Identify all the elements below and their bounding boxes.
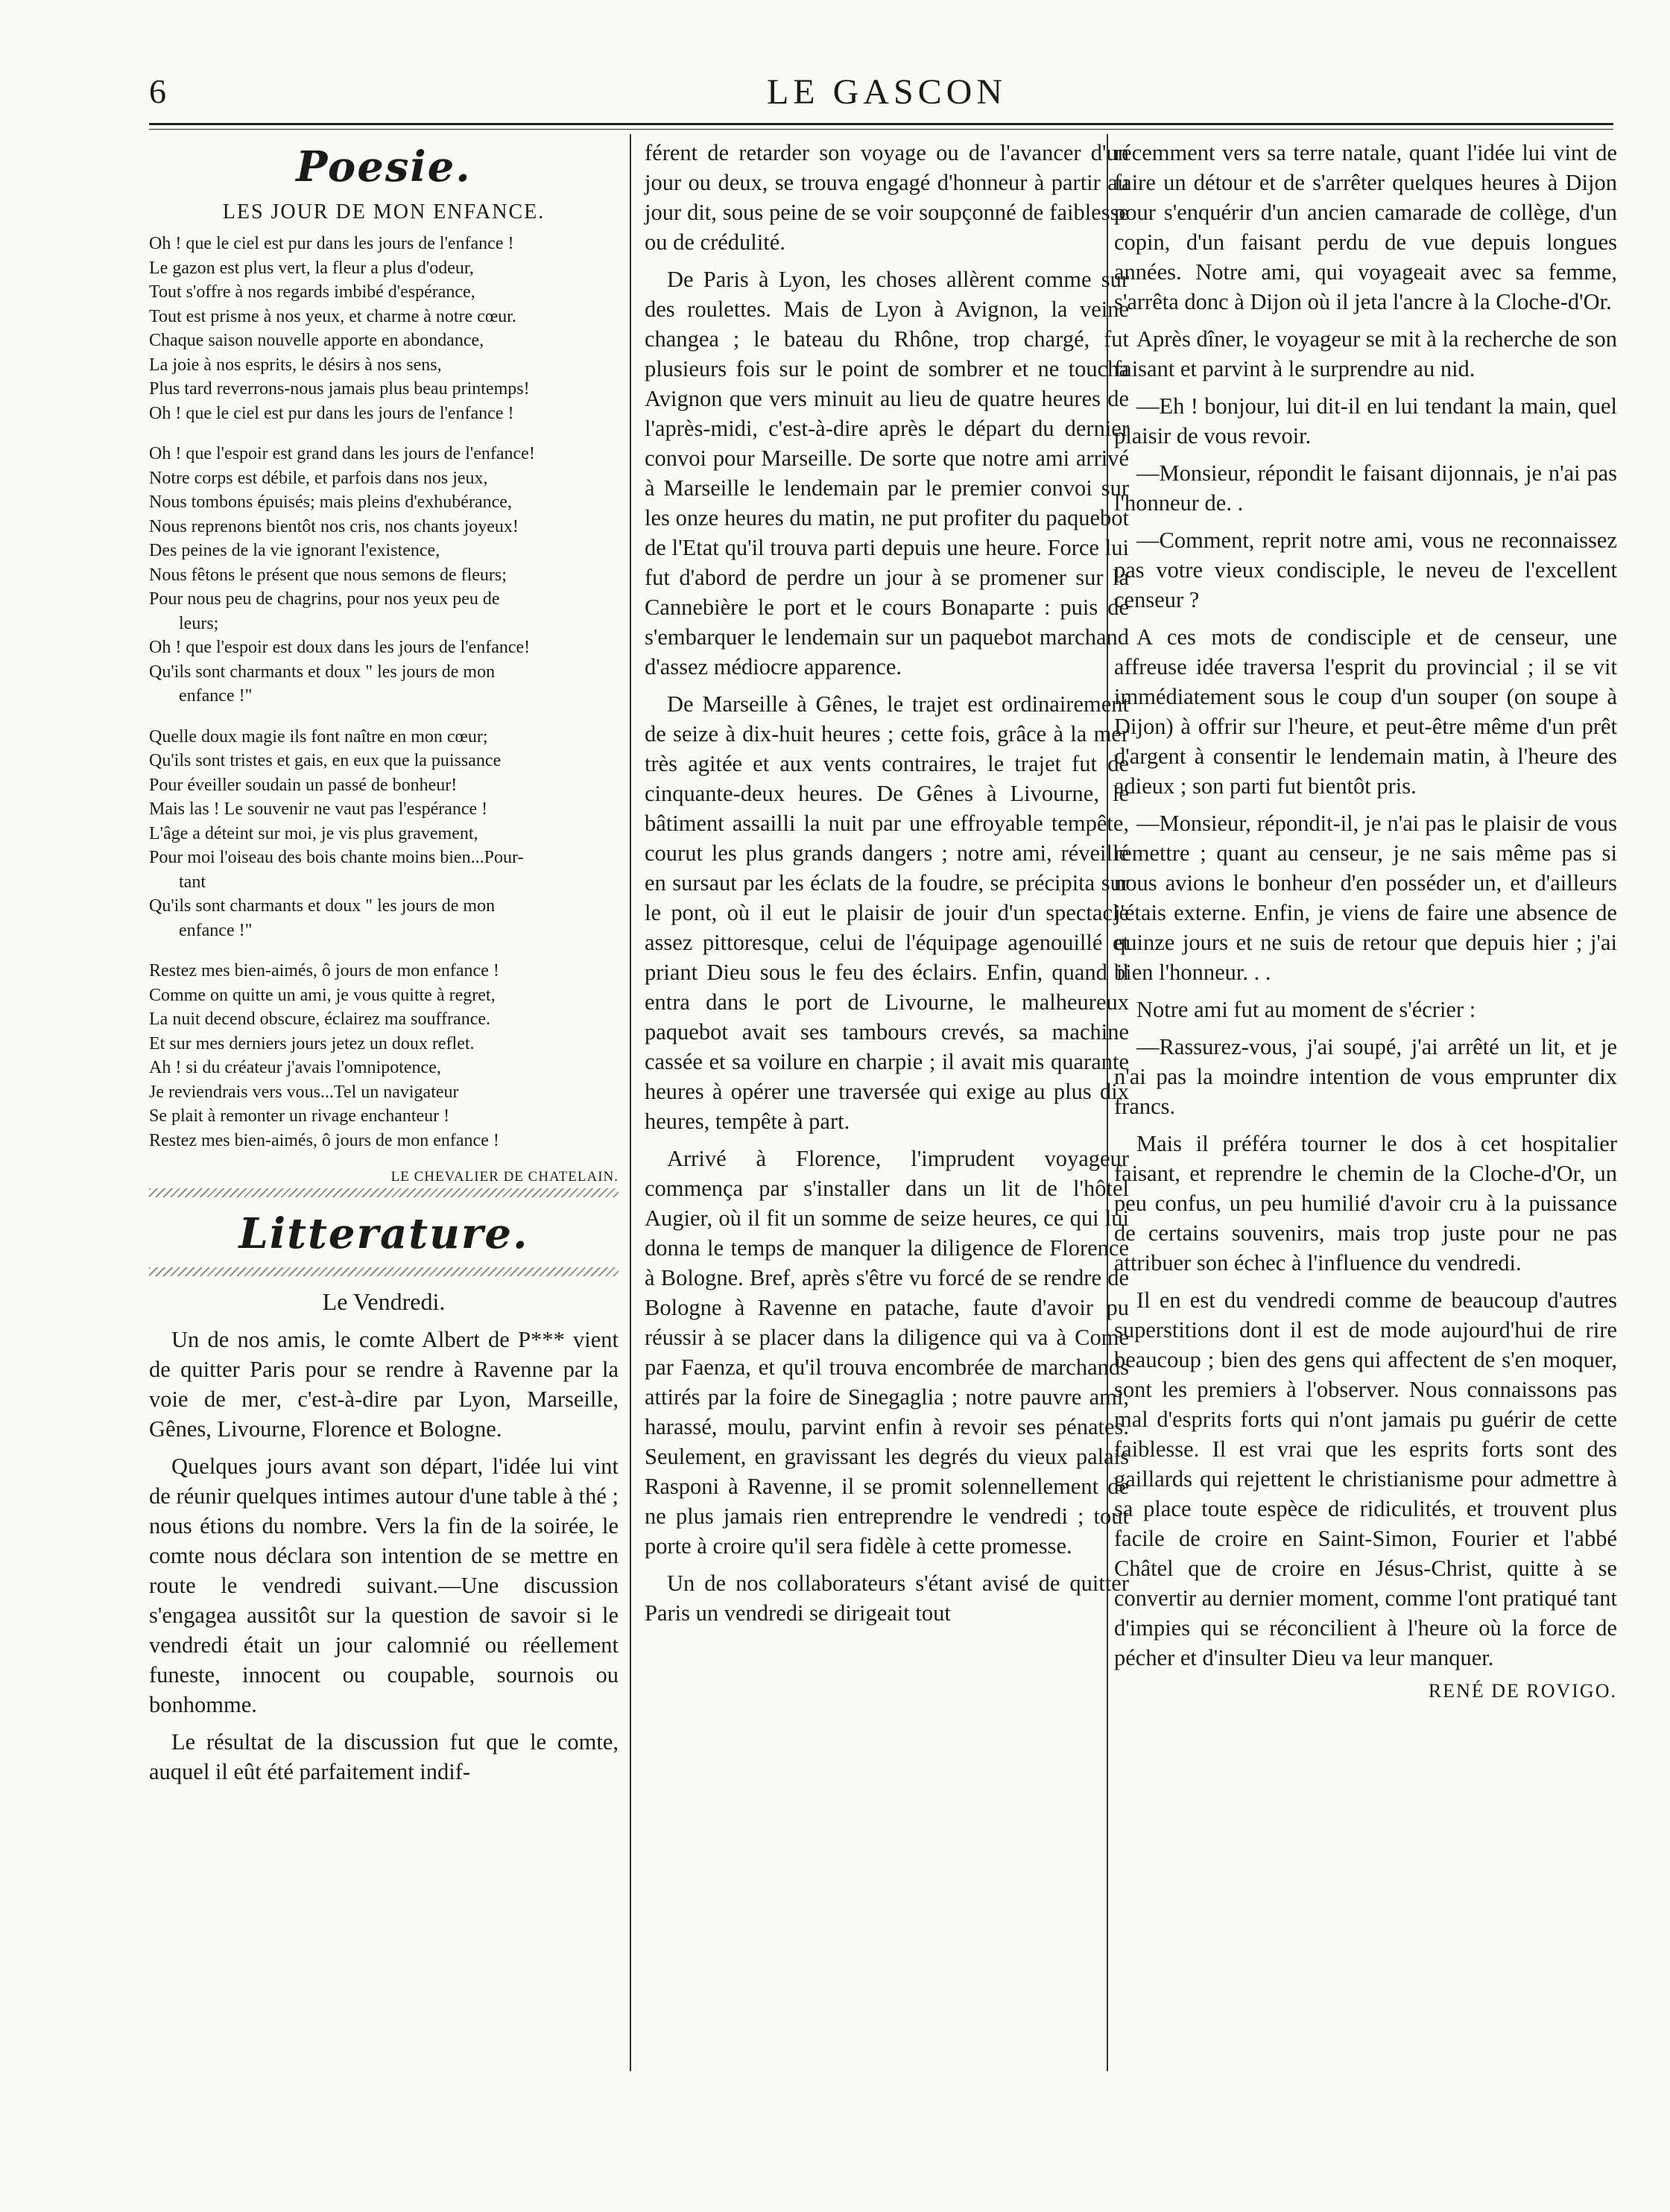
article-text-col1 — [149, 1325, 619, 1787]
poem-line: Chaque saison nouvelle apporte en abondance, — [149, 331, 484, 350]
poem-line: Oh ! que le ciel est pur dans les jours de l'enfance ! — [149, 234, 514, 253]
poem-line: Mais las ! Le souvenir ne vaut pas l'espérance ! — [149, 799, 488, 819]
article-paragraph: Un de nos amis, le comte Albert de P*** vient de quitter Paris pour se rendre à Ravenne par la voie de mer, c'est-à-dire par Lyon, Marseille, Gênes, Livourne, Florence et Bologne. — [149, 1327, 619, 1442]
poem-line: enfance !" — [179, 920, 253, 940]
header-rule-thin — [149, 129, 1613, 130]
article-paragraph: —Monsieur, répondit le faisant dijonnais, je n'ai pas l'honneur de. . — [1114, 460, 1617, 516]
article-paragraph: A ces mots de condisciple et de censeur, une affreuse idée traversa l'esprit du provincial ; il se vit immédiatement sous le coup d'un souper (on soupe à Dijon) à offrir sur l'heure, et peut-être même d'un prêt d'argent à consentir le lendemain matin, à l'heure des adieux ; son parti fut bientôt pris. — [1114, 624, 1617, 799]
poem-line: Restez mes bien-aimés, ô jours de mon enfance ! — [149, 1130, 499, 1150]
article-paragraph: —Rassurez-vous, j'ai soupé, j'ai arrêté un lit, et je n'ai pas la moindre intention de vous emprunter dix francs. — [1114, 1034, 1617, 1119]
poem-line: L'âge a déteint sur moi, je vis plus gravement, — [149, 823, 478, 843]
literature-section-title: Litterature. — [238, 1209, 529, 1258]
poem — [149, 232, 619, 1153]
poem-line: Tout s'offre à nos regards imbibé d'espérance, — [149, 282, 475, 302]
section-divider — [149, 1267, 619, 1276]
poem-line: Oh ! que le ciel est pur dans les jours de l'enfance ! — [149, 403, 514, 423]
article-paragraph: Mais il préféra tourner le dos à cet hospitalier faisant, et reprendre le chemin de la Cloche-d'Or, un peu confus, un peu humilié d'avoir cru à la puissance de certains souvenirs, mais trop juste pour ne pas attribuer son échec à l'influence du vendredi. — [1114, 1131, 1617, 1275]
poem-line: Et sur mes derniers jours jetez un doux reflet. — [149, 1033, 475, 1053]
article-paragraph: Notre ami fut au moment de s'écrier : — [1136, 997, 1476, 1022]
poetry-section-title: Poesie. — [296, 142, 472, 191]
article-paragraph: Il en est du vendredi comme de beaucoup d'autres superstitions dont il est de mode aujourd'hui de rire beaucoup ; bien des gens qui affectent de s'en moquer, sont les premiers à l'observer. Nous connaissons pas mal d'esprits forts qui n'ont jamais pu guérir de cette faiblesse. Il est vrai que les esprits forts sont des gaillards qui rejettent le christianisme pour admettre à sa place toute espèce de ridiculités, et trouvent plus facile de croire en Saint-Simon, Fourier et l'abbé Châtel que de croire en Jésus-Christ, quitte à se convertir au dernier moment, comme l'ont pratiqué tant d'impies qui se réconcilient à l'heure où la force de pécher et d'insulter Dieu va leur manquer. — [1114, 1287, 1617, 1670]
article-text-col2 — [645, 138, 1129, 1628]
column-divider — [630, 134, 631, 2071]
poem-line: Quelle doux magie ils font naître en mon cœur; — [149, 726, 488, 747]
article-paragraph: Un de nos collaborateurs s'étant avisé de quitter Paris un vendredi se dirigeait tout — [645, 1571, 1129, 1626]
article-paragraph: De Marseille à Gênes, le trajet est ordinairement de seize à dix-huit heures ; cette fois, grâce à la mer très agitée et aux vents contraires, le trajet fut de cinquante-deux heures. De Gênes à Livourne, le bâtiment assailli la nuit par une effroyable tempête, courut les plus grands dangers ; notre ami, réveillé en sursaut par les éclats de la foudre, se précipita sur le pont, où il eut le plaisir de jouir d'un spectacle assez pittoresque, celui de l'équipage agenouillé et priant Dieu sous le feu des éclairs. Enfin, quand il entra dans le port de Livourne, le malheureux paquebot avait ses tambours crevés, sa machine cassée et sa voilure en charpie ; il avait mis quarante heures à opérer une traversée qui exige au plus dix heures, tempête à part. — [645, 691, 1129, 1134]
poem-stanza — [149, 232, 619, 425]
article-author: RENÉ DE ROVIGO. — [1428, 1680, 1617, 1702]
poem-line: Ah ! si du créateur j'avais l'omnipotence, — [149, 1058, 441, 1077]
article-paragraph: Quelques jours avant son départ, l'idée lui vint de réunir quelques intimes autour d'une table à thé ; nous étions du nombre. Vers la fin de la soirée, le comte nous déclara son intention de se mettre en route le vendredi suivant.—Une discussion s'engagea aussitôt sur la question de savoir si le vendredi était un jour calomnié ou réellement funeste, innocent ou coupable, sournois ou bonhomme. — [149, 1454, 619, 1717]
poem-line: Qu'ils sont charmants et doux " les jours de mon — [149, 662, 496, 682]
poem-line: Nous tombons épuisés; mais pleins d'exhubérance, — [149, 492, 512, 512]
poem-line: Le gazon est plus vert, la fleur a plus d'odeur, — [149, 258, 474, 278]
section-divider — [149, 1188, 619, 1197]
poem-line: Nous fêtons le présent que nous semons de fleurs; — [149, 565, 507, 585]
poem-line: Plus tard reverrons-nous jamais plus beau printemps! — [149, 379, 530, 399]
article-paragraph: Le résultat de la discussion fut que le comte, auquel il eût été parfaitement indif- — [149, 1729, 619, 1784]
article-paragraph: —Comment, reprit notre ami, vous ne reconnaissez pas votre vieux condisciple, le neveu de l'excellent censeur ? — [1114, 527, 1617, 612]
page-number: 6 — [149, 72, 166, 110]
poem-line: La joie à nos esprits, le désirs à nos sens, — [149, 355, 442, 375]
poem-signature: LE CHEVALIER DE CHATELAIN. — [390, 1169, 619, 1185]
poem-line: Je reviendrais vers vous...Tel un navigateur — [149, 1082, 459, 1102]
article-text-col3 — [1114, 138, 1617, 1673]
page-header — [149, 66, 1625, 118]
poem-line: leurs; — [179, 613, 219, 633]
journal-title: LE GASCON — [766, 72, 1007, 112]
poem-line: Qu'ils sont charmants et doux " les jours de mon — [149, 896, 496, 916]
article-paragraph: récemment vers sa terre natale, quant l'idée lui vint de faire un détour et de s'arrêter quelques heures à Dijon pour s'enquérir d'un ancien camarade de collège, d'un copin, d'un faisant perdu de vue depuis longues années. Notre ami, qui voyageait avec sa femme, s'arrêta donc à Dijon où il jeta l'ancre à la Cloche-d'Or. — [1114, 140, 1617, 314]
poem-line: Se plait à remonter un rivage enchanteur ! — [149, 1106, 450, 1126]
poem-line: Nous reprenons bientôt nos cris, nos chants joyeux! — [149, 516, 519, 536]
poem-line: tant — [179, 872, 206, 892]
poem-stanza — [149, 959, 619, 1153]
poem-line: Pour éveiller soudain un passé de bonheur! — [149, 775, 458, 795]
article-paragraph: Après dîner, le voyageur se mit à la recherche de son faisant et parvint à le surprendre au nid. — [1114, 326, 1617, 381]
poem-line: Pour nous peu de chagrins, pour nos yeux peu de — [149, 589, 500, 609]
poem-line: Notre corps est débile, et parfois dans nos jeux, — [149, 468, 488, 488]
article-title: Le Vendredi. — [322, 1288, 446, 1315]
poem-stanza — [149, 725, 619, 943]
article-paragraph: férent de retarder son voyage ou de l'avancer d'un jour ou deux, se trouva engagé d'honneur à partir au jour dit, sous peine de se voir soupçonné de faiblesse ou de crédulité. — [645, 140, 1129, 255]
poem-line: La nuit decend obscure, éclairez ma souffrance. — [149, 1010, 490, 1029]
poem-line: Comme on quitte un ami, je vous quitte à regret, — [149, 985, 496, 1005]
poem-line: Tout est prisme à nos yeux, et charme à notre cœur. — [149, 306, 516, 326]
poem-title: LES JOUR DE MON ENFANCE. — [222, 200, 545, 224]
poem-line: Pour moi l'oiseau des bois chante moins bien...Pour- — [149, 848, 524, 867]
article-paragraph: —Monsieur, répondit-il, je n'ai pas le plaisir de vous remettre ; quant au censeur, je ne sais même pas si nous avions le bonheur d'en posséder un, et d'ailleurs j'étais externe. Enfin, je viens de faire une absence de quinze jours et ne suis de retour que depuis hier ; j'ai bien l'honneur. . . — [1114, 811, 1617, 985]
poem-line: Oh ! que l'espoir est grand dans les jours de l'enfance! — [149, 444, 535, 463]
poem-line: Restez mes bien-aimés, ô jours de mon enfance ! — [149, 961, 499, 980]
article-paragraph: Arrivé à Florence, l'imprudent voyageur commença par s'installer dans un lit de l'hôtel Augier, où il fit un somme de seize heures, ce qui lui donna le temps de manquer la diligence de Florence à Bologne. Bref, après s'être vu forcé de se rendre de Bologne à Ravenne en patache, faute d'avoir pu réussir à se placer dans la diligence qui va à Come par Faenza, et qu'il trouva encombrée de marchands attirés par la foire de Sinegaglia ; notre pauvre ami, harassé, moulu, parvint enfin à revoir ses pénates. Seulement, en gravissant les degrés du vieux palais Rasponi à Ravenne, il se promit solennellement de ne plus jamais rien entreprendre le vendredi ; tout porte à croire qu'il sera fidèle à cette promesse. — [645, 1146, 1129, 1559]
article-paragraph: De Paris à Lyon, les choses allèrent comme sur des roulettes. Mais de Lyon à Avignon, la veine changea ; le bateau du Rhône, trop chargé, fut plusieurs fois sur le point de sombrer et ne toucha Avignon que vers minuit au lieu de quatre heures de l'après-midi, c'est-à-dire après le départ du dernier convoi pour Marseille. De sorte que notre ami arrivé à Marseille le lendemain par le premier convoi sur les onze heures du matin, ne put profiter du paquebot de l'Etat qu'il trouva parti depuis une heure. Force lui fut d'abord de perdre un jour à se promener sur la Cannebière le port et le cours Bonaparte : puis de s'embarquer le lendemain sur un paquebot marchand d'assez médiocre apparence. — [645, 267, 1129, 679]
poem-line: Qu'ils sont tristes et gais, en eux que la puissance — [149, 751, 502, 770]
column-2 — [645, 138, 1129, 1635]
column-1 — [149, 138, 619, 1794]
poem-line: enfance !" — [179, 686, 253, 706]
poem-line: Des peines de la vie ignorant l'existence, — [149, 541, 440, 560]
poem-line: Oh ! que l'espoir est doux dans les jours de l'enfance! — [149, 638, 531, 657]
column-3 — [1114, 138, 1617, 1702]
header-rule — [149, 123, 1613, 125]
poem-stanza — [149, 442, 619, 709]
article-paragraph: —Eh ! bonjour, lui dit-il en lui tendant la main, quel plaisir de vous revoir. — [1114, 393, 1617, 449]
